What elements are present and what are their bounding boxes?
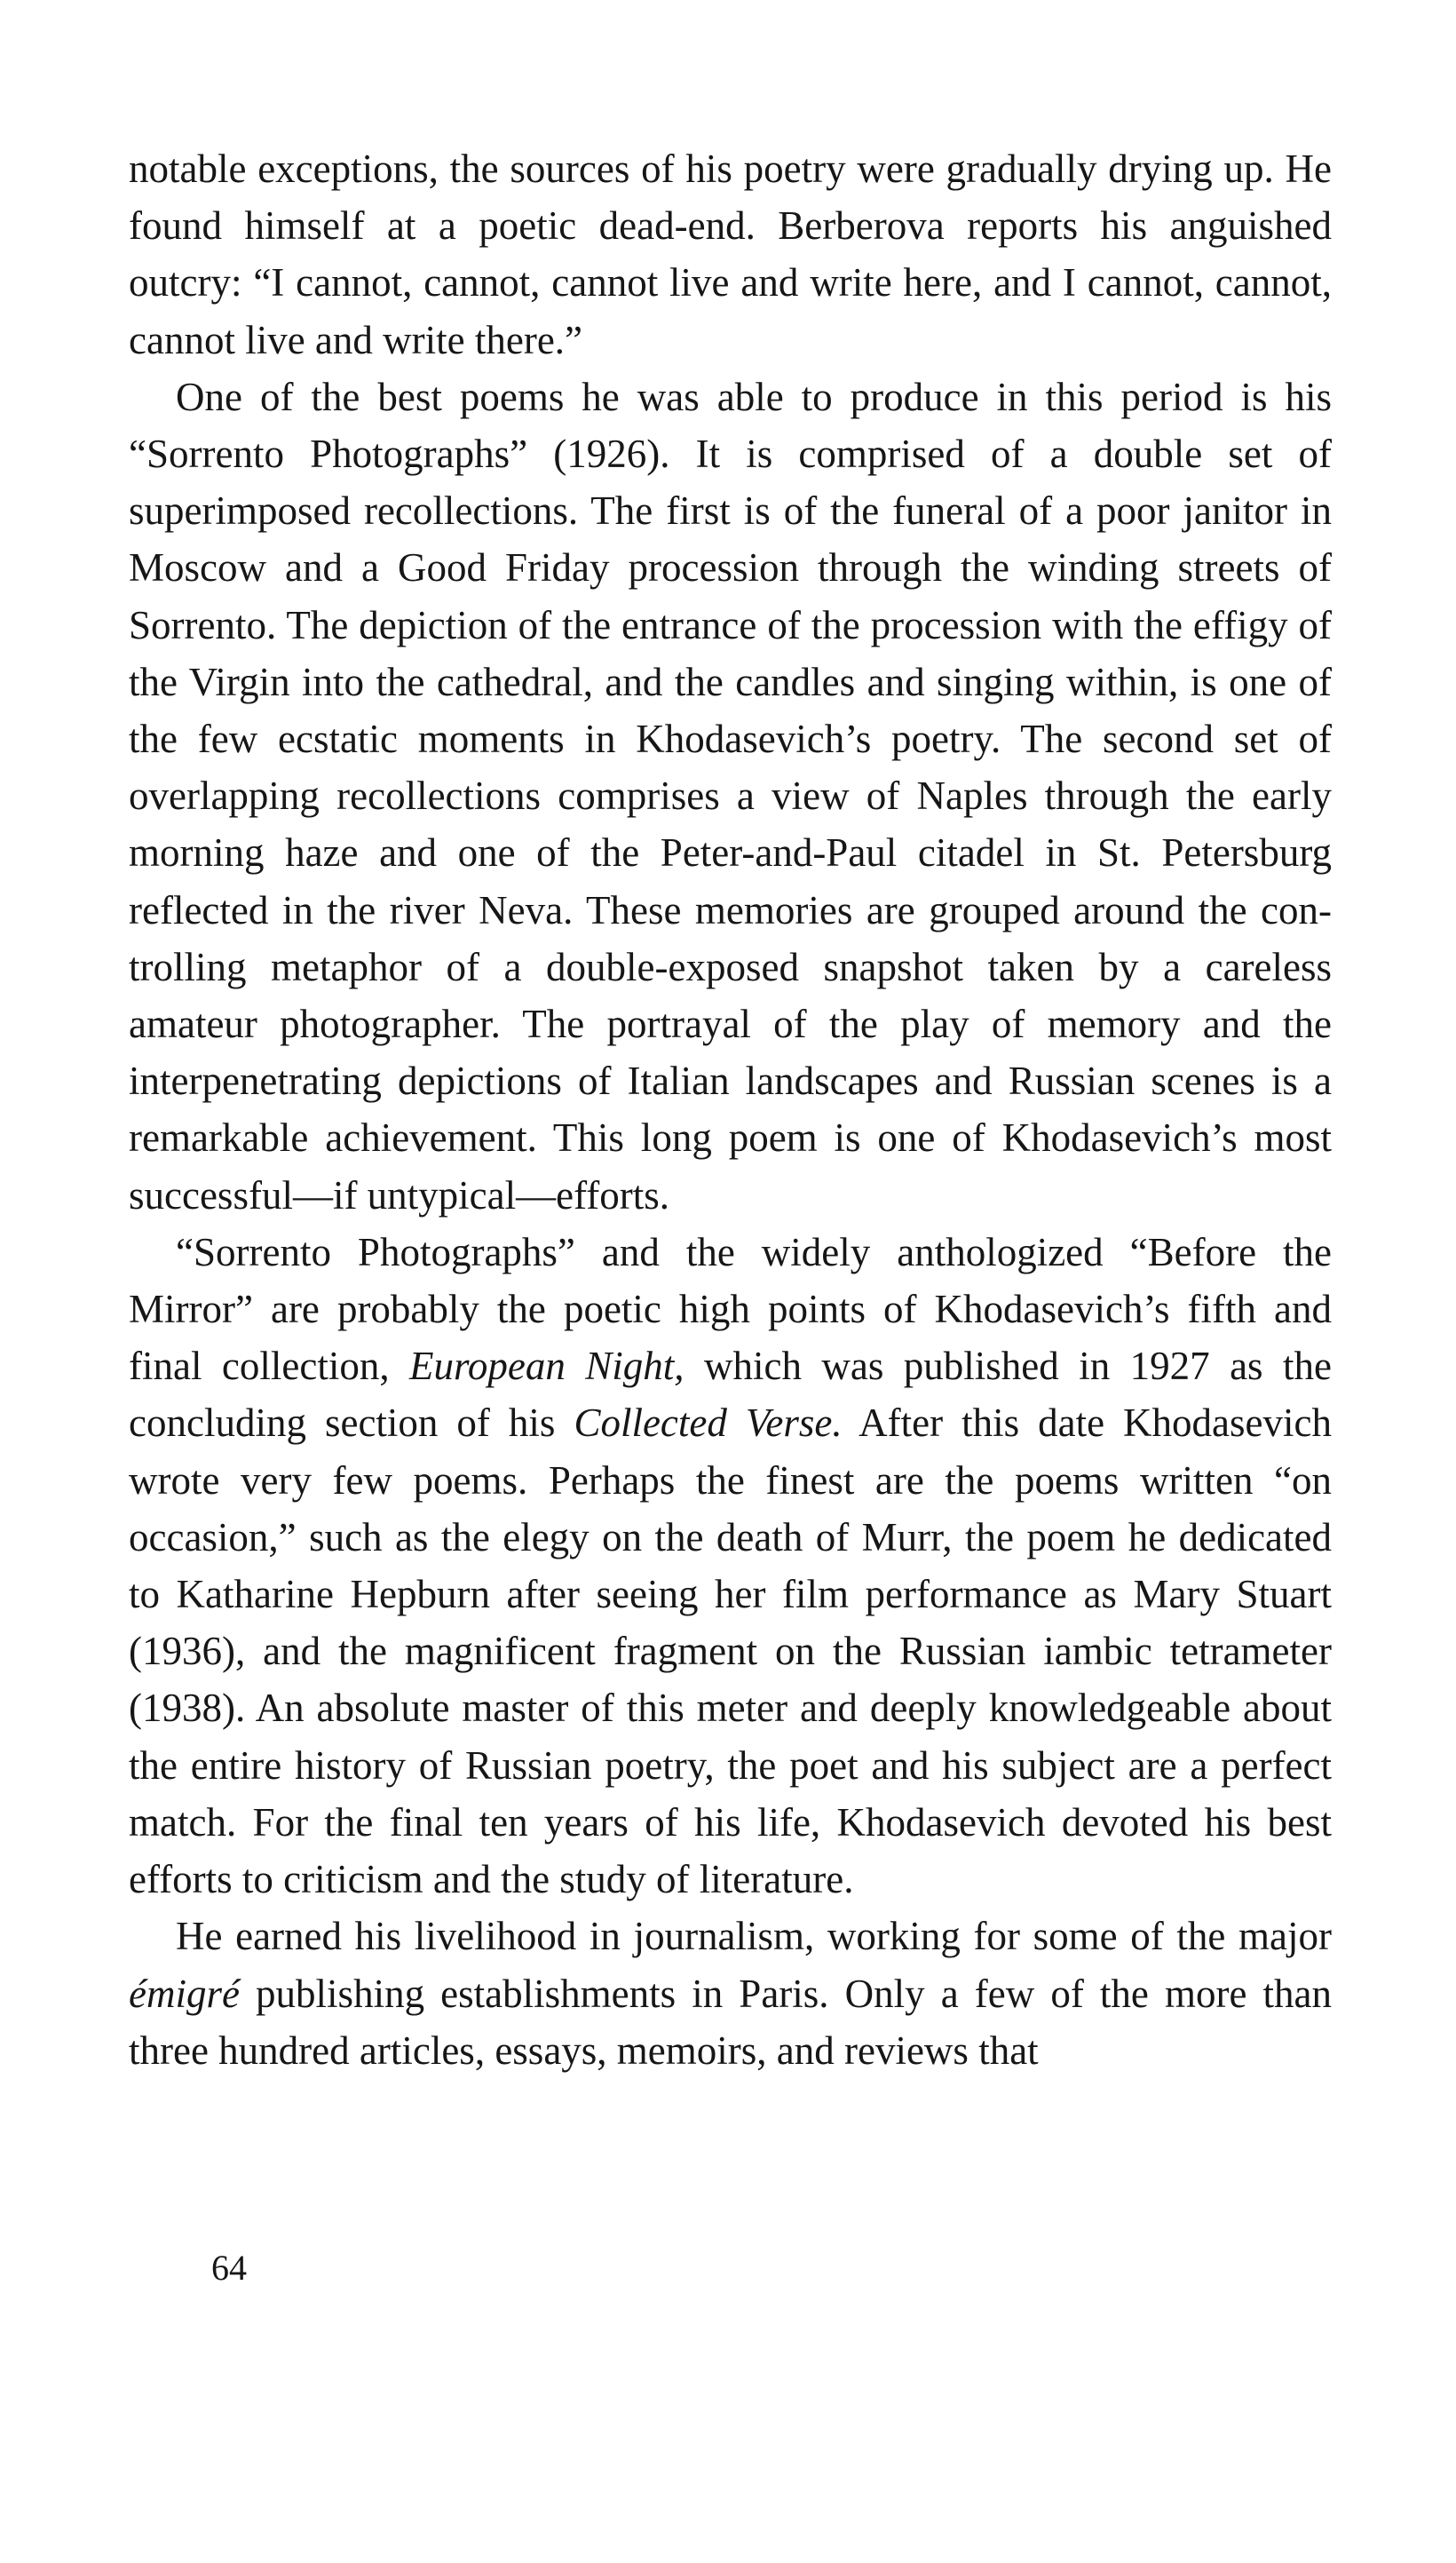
body-text (129, 140, 1332, 2079)
paragraph: notable exceptions, the sources of his poetry were gradually drying up. He found himself at a poetic dead-end. Berberova reports his anguished outcry: “I cannot, cannot, cannot live and write here, and I cannot, cannot, cannot live and write there.” (129, 147, 1332, 362)
paragraph: He earned his livelihood in journalism, working for some of the major émigré publishing establishments in Paris. Only a few of the more than three hundred articles, essays, memoirs, and reviews that (129, 1914, 1332, 2073)
paragraph: One of the best poems he was able to produce in this period is his “Sorrento Photographs” (1926). It is comprised of a double set of superimposed recollections. The first is of the funeral of a poor janitor in Moscow and a Good Friday procession through the winding streets of Sorrento. The depiction of the entrance of the procession with the effigy of the Virgin into the cathedral, and the candles and singing within, is one of the few ecstatic moments in Khodasevich’s poetry. The second set of overlapping recollections comprises a view of Naples through the early morning haze and one of the Peter-and-Paul citadel in St. Petersburg reflected in the river Neva. These memories are grouped around the controlling metaphor of a double-exposed snapshot taken by a careless amateur photographer. The portrayal of the play of memory and the interpenetrating depictions of Italian landscapes and Russian scenes is a remarkable achievement. This long poem is one of Khodasevich’s most successful—if untypical—efforts. (129, 374, 1332, 1218)
paragraph: “Sorrento Photographs” and the widely anthologized “Before the Mirror” are probably the poetic high points of Khodasevich’s fifth and final collection, European Night, which was published in 1927 as the concluding section of his Collected Verse. After this date Khodasevich wrote very few poems. Perhaps the finest are the poems written “on occasion,” such as the elegy on the death of Murr, the poem he dedicated to Katharine Hepburn after seeing her film performance as Mary Stuart (1936), and the magnificent fragment on the Russian iambic tetrameter (1938). An absolute master of this meter and deeply knowledgeable about the entire history of Russian poetry, the poet and his subject are a perfect match. For the final ten years of his life, Khodasevich devoted his best efforts to criticism and the study of literature. (129, 1229, 1332, 1902)
page-number: 64 (211, 2248, 247, 2288)
